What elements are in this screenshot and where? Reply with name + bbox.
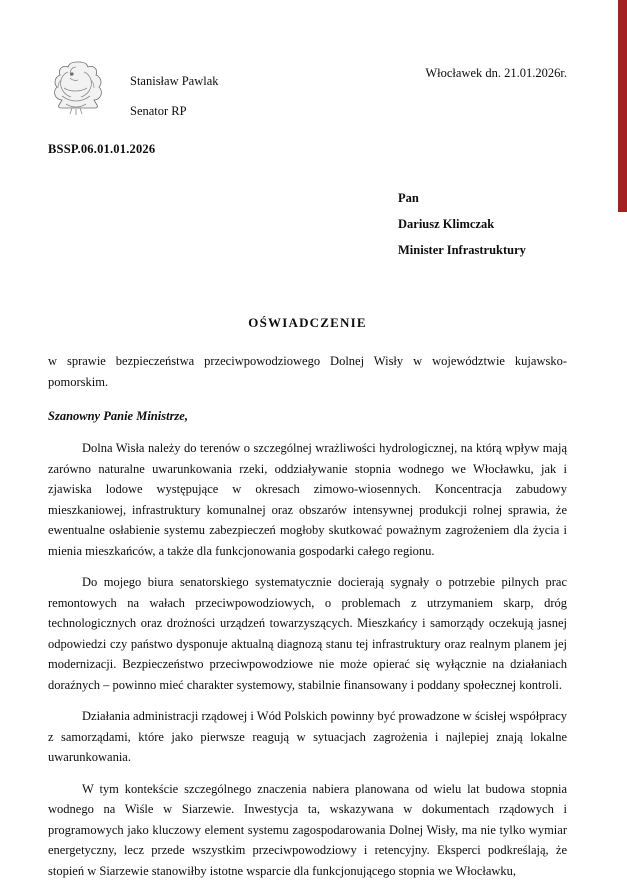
document-title: OŚWIADCZENIE — [48, 315, 567, 331]
document-subject: w sprawie bezpieczeństwa przeciwpowodziowego Dolnej Wisły w województwie kujawsko-pomorskim. — [48, 351, 567, 393]
document-body — [48, 438, 567, 881]
addressee-title: Minister Infrastruktury — [398, 237, 567, 263]
body-paragraph: Działania administracji rządowej i Wód Polskich powinny być prowadzone w ścisłej współpracy z samorządami, które jako pierwsze reagują w sytuacjach zagrożenia i najlepiej znają lokalne uwarunkowania. — [48, 706, 567, 768]
body-paragraph: Dolna Wisła należy do terenów o szczególnej wrażliwości hydrologicznej, na którą wpływ mają zarówno naturalne uwarunkowania rzeki, oddziaływanie stopnia wodnego we Włocławku, jak i zjawiska lodowe występujące w okresach zimowo-wiosennych. Koncentracja zabudowy mieszkaniowej, infrastruktury komunalnej oraz obszarów intensywnej produkcji rolnej sprawia, że ewentualne osłabienie systemu zabezpieczeń mogłoby skutkować poważnym zagrożeniem dla życia i mienia mieszkańców, a także dla funkcjonowania gospodarki całego regionu. — [48, 438, 567, 561]
addressee-salutation: Pan — [398, 185, 567, 211]
sender-name: Stanisław Pawlak — [130, 66, 219, 96]
body-paragraph: W tym kontekście szczególnego znaczenia nabiera planowana od wielu lat budowa stopnia wodnego na Wiśle w Siarzewie. Inwestycja ta, wskazywana w dokumentach rządowych i programowych jako kluczowy element systemu zagospodarowania Dolnej Wisły, ma nie tylko wymiar energetyczny, lecz przede wszystkim przeciwpowodziowy i retencyjny. Eksperci podkreślają, że stopień w Siarzewie stanowiłby istotne wsparcie dla funkcjonującego stopnia we Włocławku, — [48, 779, 567, 881]
sender-block — [130, 66, 219, 126]
addressee-block — [398, 185, 567, 263]
sender-role: Senator RP — [130, 96, 219, 126]
letterhead — [48, 52, 567, 130]
polish-eagle-emblem-icon — [48, 58, 104, 120]
place-and-date: Włocławek dn. 21.01.2026r. — [425, 66, 567, 81]
salutation: Szanowny Panie Ministrze, — [48, 409, 567, 424]
addressee-name: Dariusz Klimczak — [398, 211, 567, 237]
body-paragraph: Do mojego biura senatorskiego systematycznie docierają sygnały o potrzebie pilnych prac remontowych na wałach przeciwpowodziowych, o problemach z utrzymaniem skarp, dróg technologicznych oraz drożności urządzeń towarzyszących. Mieszkańcy i samorządy oczekują jasnej odpowiedzi czy państwo dysponuje aktualną diagnozą stanu tej infrastruktury oraz realnym planem jej modernizacji. Bezpieczeństwo przeciwpowodziowe nie może opierać się wyłącznie na działaniach doraźnych – powinno mieć charakter systemowy, stabilnie finansowany i poddany społecznej kontroli. — [48, 572, 567, 695]
reference-number: BSSP.06.01.01.2026 — [48, 142, 567, 157]
